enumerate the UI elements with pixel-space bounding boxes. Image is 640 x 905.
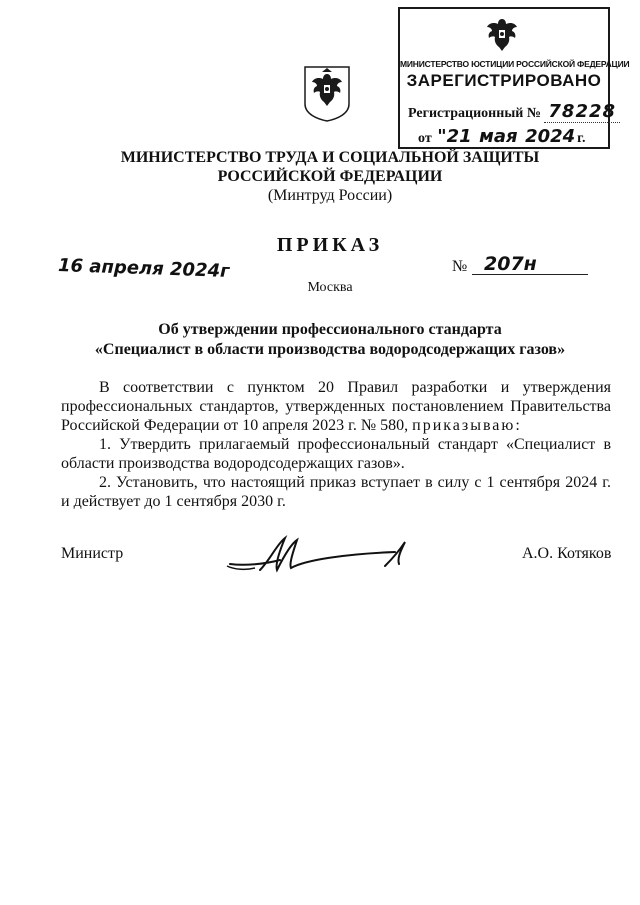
order-preamble-text: В соответствии с пунктом 20 Правил разработки и утверждения профессиональных стандартов, утвержденных постановлением Правительства Российской Федерации от 10 апреля 2023 г. № 580, [61, 379, 611, 434]
stamp-date-day: "21 [437, 126, 472, 147]
order-preamble [61, 378, 611, 435]
stamp-date-year: 2024 [525, 126, 576, 147]
stamp-reg-number-value: 78228 [544, 101, 620, 123]
order-item-2: 2. Установить, что настоящий приказ вступает в силу с 1 сентября 2024 г. и действует до 1 сентября 2030 г. [61, 474, 611, 510]
order-city: Москва [307, 280, 353, 295]
ministry-heading [0, 148, 640, 186]
order-number-label: № [452, 258, 468, 275]
order-date-handwritten: 16 апреля 2024г [57, 255, 230, 282]
handwritten-signature [225, 530, 415, 580]
stamp-date-suffix: г. [577, 131, 586, 146]
stamp-registered-label: ЗАРЕГИСТРИРОВАНО [406, 71, 602, 90]
order-number-handwritten: 207н [484, 253, 537, 275]
ministry-heading-line1: МИНИСТЕРСТВО ТРУДА И СОЦИАЛЬНОЙ ЗАЩИТЫ [120, 149, 540, 166]
order-subject-line1: Об утверждении профессионального стандарта [158, 321, 502, 338]
signatory-position: Министр [61, 545, 124, 562]
stamp-reg-label: Регистрационный № [408, 106, 541, 121]
stamp-registration-number [408, 101, 620, 122]
ministry-heading-line2: РОССИЙСКОЙ ФЕДЕРАЦИИ [217, 168, 443, 185]
stamp-ministry-name: МИНИСТЕРСТВО ЮСТИЦИИ РОССИЙСКОЙ ФЕДЕРАЦИИ [400, 59, 630, 69]
order-word: приказываю: [412, 417, 522, 434]
ministry-short-name: (Минтруд России) [267, 187, 393, 204]
order-subject [0, 320, 640, 360]
stamp-date-prefix: от [418, 131, 432, 146]
order-body [61, 378, 611, 511]
order-item-1: 1. Утвердить прилагаемый профессиональный стандарт «Специалист в области производства водородсодержащих газов». [61, 436, 611, 472]
order-subject-line2: «Специалист в области производства водородсодержащих газов» [94, 341, 566, 358]
order-title: ПРИКАЗ [276, 234, 384, 256]
state-emblem-icon [302, 64, 352, 122]
registration-stamp [398, 7, 630, 149]
eagle-emblem-icon [482, 15, 522, 55]
stamp-date [418, 126, 585, 147]
stamp-date-month: мая [479, 126, 518, 147]
signatory-name: А.О. Котяков [522, 545, 612, 562]
